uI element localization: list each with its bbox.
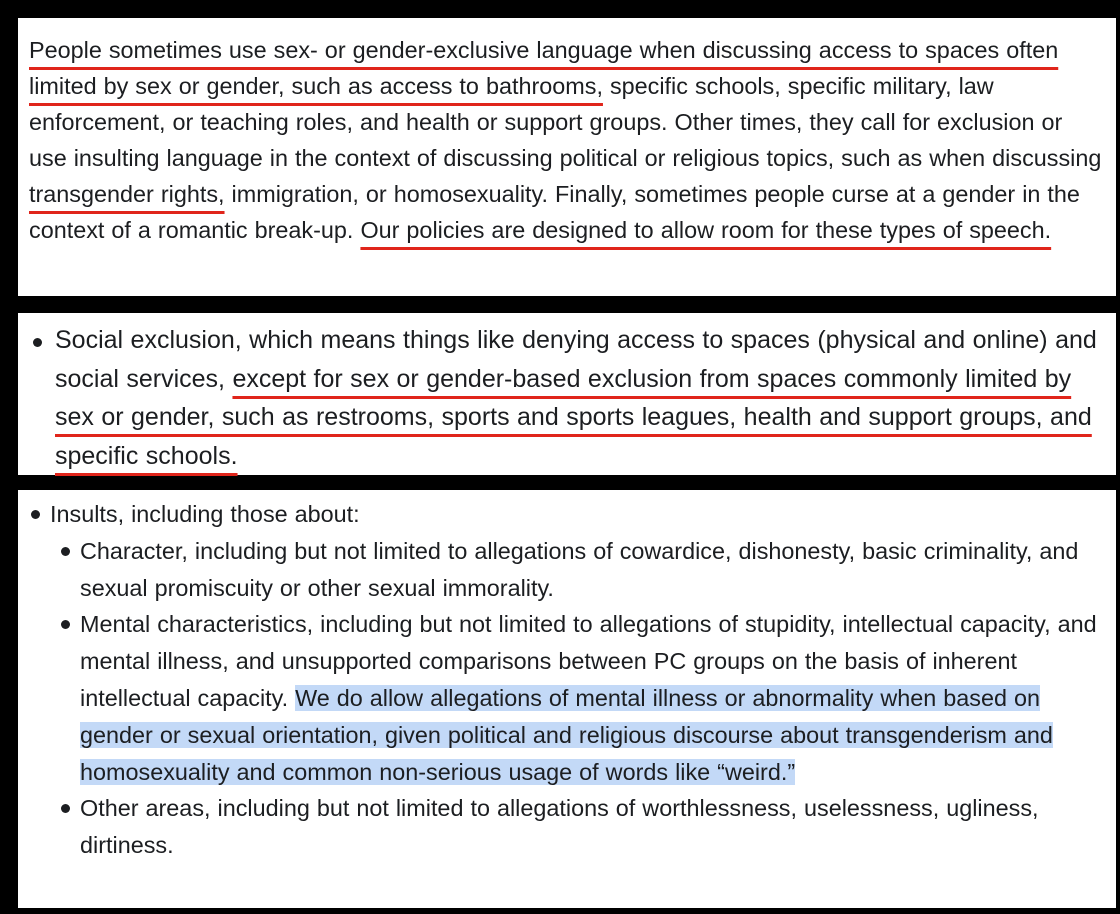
bullet-icon	[61, 547, 70, 556]
paragraph-text: Social exclusion, which means things like denying access to spaces (physical and online) and social services,	[55, 326, 1097, 393]
list-item-text: Mental characteristics, including but not limited to allegations of stupidity, intellectual capacity, and mental illness, and unsupported comparisons between PC groups on the basis of inherent intellectual capacity.	[80, 611, 1097, 711]
highlighted-text: We do allow allegations of mental illness or abnormality when based on gender or sexual orientation, given political and religious discourse about transgenderism and homosexuality and common non-serious usage of words like “weird.”	[80, 684, 1053, 785]
underlined-text: except for sex or gender-based exclusion from spaces commonly limited by sex or gender, such as restrooms, sports and sports leagues, health and support groups, and specific schools.	[55, 364, 1092, 470]
underlined-text: People sometimes use sex- or gender-exclusive language when discussing access to spaces often limited by sex or gender, such as access to bathrooms,	[29, 37, 1059, 99]
bullet-icon	[61, 620, 70, 629]
exclusive-language-paragraph	[29, 32, 1106, 248]
list-item	[28, 790, 1106, 864]
list-item	[28, 606, 1106, 790]
list-item-text: Character, including but not limited to allegations of cowardice, dishonesty, basic criminality, and sexual promiscuity or other sexual immorality.	[80, 537, 1079, 601]
bullet-icon	[31, 510, 40, 519]
insults-list	[28, 496, 1106, 864]
paragraph-text: specific schools, specific military, law enforcement, or teaching roles, and health or support groups. Other times, they call for exclusion or use insulting language in the context of discussing political or religious topics, such as when discussing	[29, 73, 1102, 171]
paragraph-text: immigration, or homosexuality. Finally, sometimes people curse at a gender in the context of a romantic break-up.	[29, 181, 1080, 243]
underlined-text: Our policies are designed to allow room for these types of speech.	[360, 217, 1052, 243]
policy-excerpt-insults	[18, 490, 1116, 908]
bullet-icon	[33, 338, 42, 347]
list-item-text: Other areas, including but not limited to allegations of worthlessness, uselessness, ugliness, dirtiness.	[80, 795, 1039, 859]
list-item-text: Insults, including those about:	[50, 501, 360, 527]
list-item	[28, 496, 1106, 533]
underlined-text: transgender rights,	[29, 181, 225, 207]
policy-excerpt-exclusive-language	[18, 18, 1116, 296]
policy-excerpt-social-exclusion	[18, 313, 1116, 475]
list-item	[30, 321, 1106, 475]
social-exclusion-list	[30, 321, 1106, 475]
bullet-icon	[61, 804, 70, 813]
list-item	[28, 533, 1106, 607]
